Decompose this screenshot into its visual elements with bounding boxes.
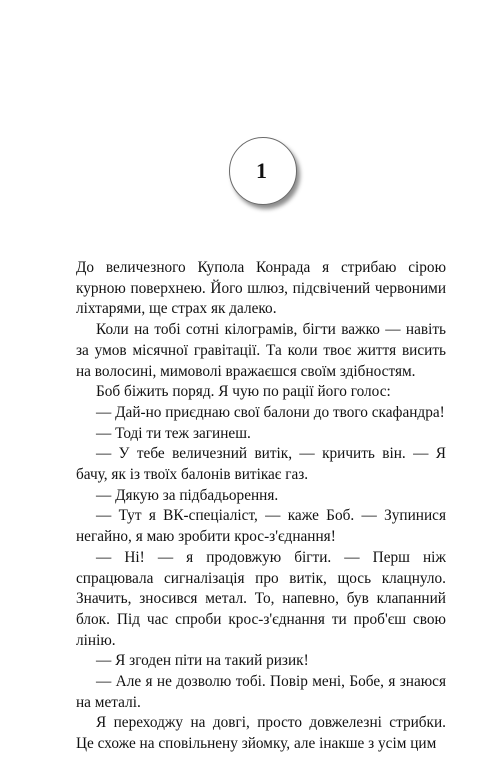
dialogue-line: — Дякую за підбадьорення. [96, 486, 279, 504]
paragraph: Боб біжить поряд. Я чую по рації його голос: [96, 383, 391, 401]
dialogue-line: — У тебе величезний витік, — кричить він. — Я бачу, як із твоїх балонів витікає газ. [76, 445, 446, 484]
dialogue-line: — Ні! — я продовжую бігти. — Перш ніж спрацювала сигналізація про витік, щось клацнуло. Значить, зносився метал. То, напевно, був клапанний блок. Під час спроби крос-з'єднання ти проб'єш свою лінію. [76, 548, 446, 649]
paragraph: Коли на тобі сотні кілограмів, бігти важко — навіть за умов місячної гравітації. Та коли твоє життя висить на волосині, мимоволі вражаєшся своїм здібностям. [76, 321, 446, 380]
dialogue-line: — Але я не дозволю тобі. Повір мені, Бобе, я знаюся на металі. [76, 673, 446, 711]
dialogue-line: — Я згоден піти на такий ризик! [96, 652, 309, 670]
chapter-number-badge [229, 137, 297, 205]
chapter-number: 1 [256, 158, 267, 183]
paragraph: Я переходжу на довгі, просто довжелезні стрибки. Це схоже на сповільнену зйомку, але інакше з усім цим [76, 714, 446, 753]
dialogue-line: — Тут я ВК-спеціаліст, — каже Боб. — Зупинися негайно, я маю зробити крос-з'єднання! [76, 507, 446, 546]
paragraph: До величезного Купола Конрада я стрибаю сірою курною поверхнею. Його шлюз, підсвічений червоними ліхтарями, ще страх як далеко. [76, 259, 446, 318]
dialogue-line: — Дай-но приєднаю свої балони до твого скафандра! [96, 403, 445, 421]
dialogue-line: — Тоді ти теж загинеш. [96, 424, 251, 442]
body-text [76, 258, 446, 755]
